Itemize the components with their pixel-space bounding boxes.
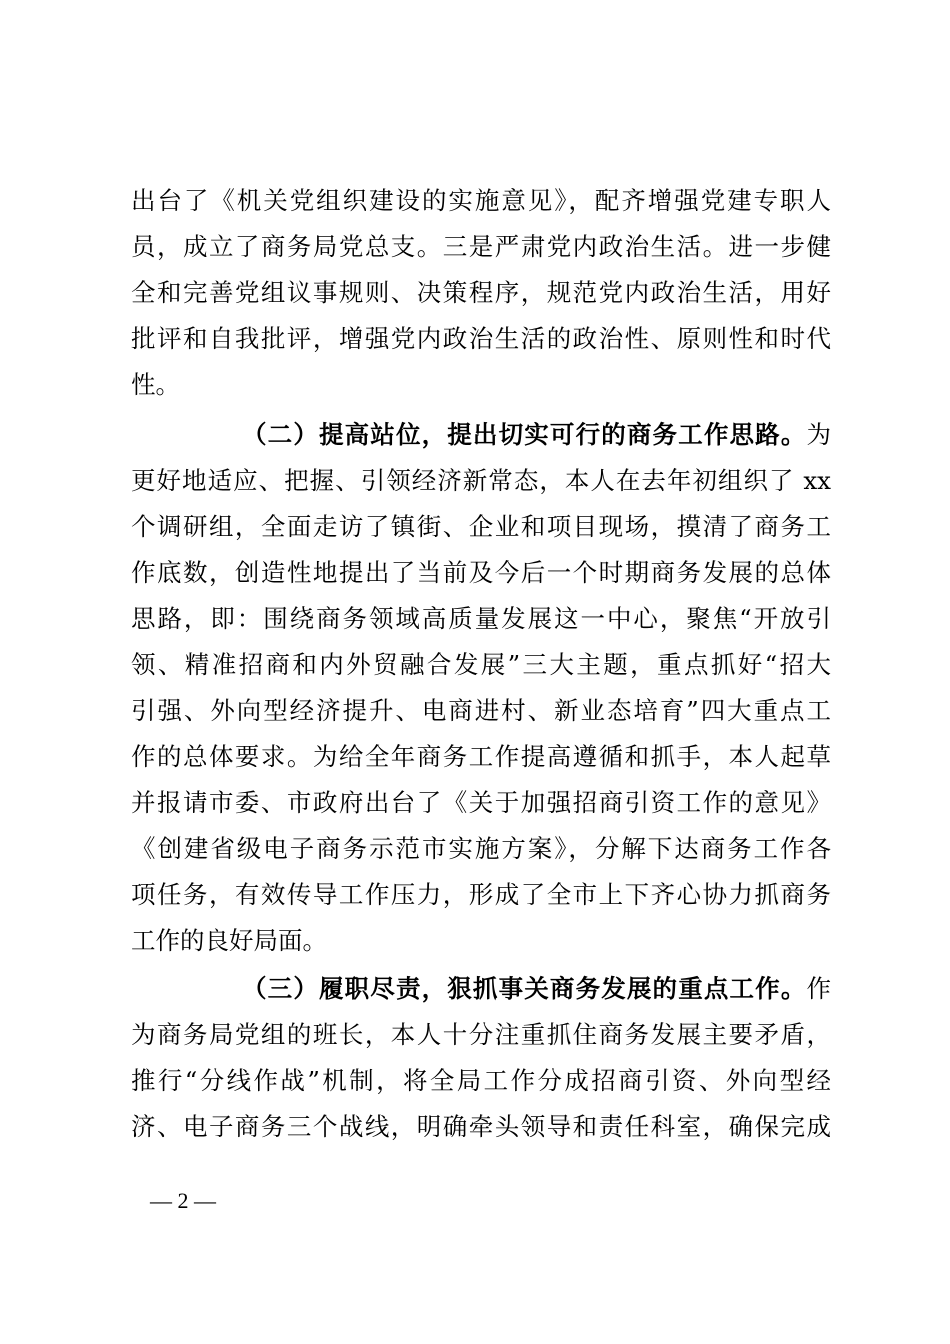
text-line: 济、电子商务三个战线，明确牵头领导和责任科室，确保完成 xyxy=(131,1112,831,1141)
text-line: 个调研组，全面走访了镇街、企业和项目现场，摸清了商务工 xyxy=(131,512,831,541)
text-line: 作底数，创造性地提出了当前及今后一个时期商务发展的总体 xyxy=(131,558,831,587)
page-number: — 2 — xyxy=(150,1188,216,1213)
section-heading: （二）提高站位，提出切实可行的商务工作思路。 xyxy=(242,420,807,449)
text-line: 工作的良好局面。 xyxy=(131,926,327,955)
text-line: 为商务局党组的班长，本人十分注重抓住商务发展主要矛盾， xyxy=(131,1020,831,1049)
text-line: 批评和自我批评，增强党内政治生活的政治性、原则性和时代 xyxy=(131,324,831,353)
text-fragment: 为 xyxy=(806,420,831,449)
text-line: 引强、外向型经济提升、电商进村、新业态培育”四大重点工 xyxy=(131,696,831,725)
text-line: 作的总体要求。为给全年商务工作提高遵循和抓手，本人起草 xyxy=(131,742,831,771)
text-line: 更好地适应、把握、引领经济新常态，本人在去年初组织了 xx xyxy=(131,466,831,495)
text-line: 《创建省级电子商务示范市实施方案》，分解下达商务工作各 xyxy=(131,834,831,863)
text-line: 思路，即：围绕商务领域高质量发展这一中心，聚焦“开放引 xyxy=(131,604,831,633)
section-heading-line xyxy=(242,966,831,1012)
text-line: 项任务，有效传导工作压力，形成了全市上下齐心协力抓商务 xyxy=(131,880,831,909)
section-heading: （三）履职尽责，狠抓事关商务发展的重点工作。 xyxy=(242,974,807,1003)
text-line: 出台了《机关党组织建设的实施意见》，配齐增强党建专职人 xyxy=(131,186,831,215)
text-line: 性。 xyxy=(131,370,180,399)
text-line: 领、精准招商和内外贸融合发展”三大主题，重点抓好“招大 xyxy=(131,650,831,679)
text-line: 全和完善党组议事规则、决策程序，规范党内政治生活，用好 xyxy=(131,278,831,307)
text-fragment: 作 xyxy=(806,974,831,1003)
text-line: 并报请市委、市政府出台了《关于加强招商引资工作的意见》 xyxy=(131,788,831,817)
section-heading-line xyxy=(242,412,831,458)
text-line: 推行“分线作战”机制，将全局工作分成招商引资、外向型经 xyxy=(131,1066,831,1095)
text-line: 员，成立了商务局党总支。三是严肃党内政治生活。进一步健 xyxy=(131,232,831,261)
